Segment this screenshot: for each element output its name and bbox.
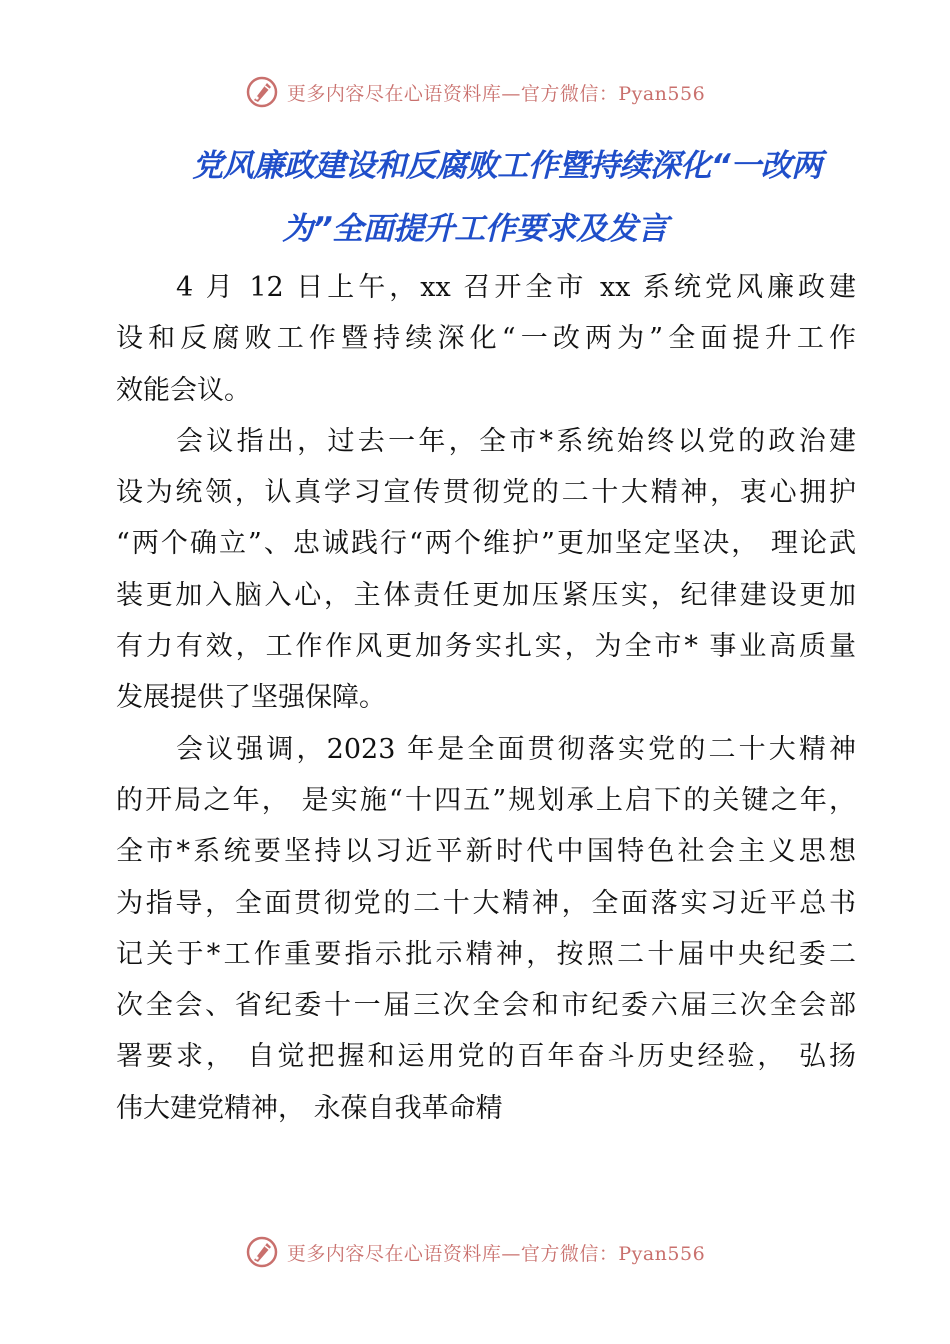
paragraph-line: 会议指出，过去一年，全市*系统始终以党的政治建 (176, 425, 856, 457)
document-title-line-1: 党风廉政建设和反腐败工作暨持续深化“一改两 (192, 148, 822, 184)
watermark-text: 更多内容尽在心语资料库—官方微信：Pyan556 (286, 82, 706, 105)
paragraph-line: 有力有效，工作作风更加务实扎实，为全市* 事业高质量 (116, 631, 856, 663)
paragraph-line: 装更加入脑入心，主体责任更加压紧压实，纪律建设更加 (116, 579, 856, 611)
paragraph-line: 会议强调，2023 年是全面贯彻落实党的二十大精神 (176, 733, 856, 765)
paragraph-line: 发展提供了坚强保障。 (116, 682, 386, 714)
paragraph-line: 为指导，全面贯彻党的二十大精神，全面落实习近平总书 (116, 887, 856, 919)
watermark-text: 更多内容尽在心语资料库—官方微信：Pyan556 (286, 1242, 706, 1265)
watermark-footer (0, 1230, 950, 1274)
pen-nib-circle-logo-icon (245, 75, 279, 109)
paragraph-line: 设为统领，认真学习宣传贯彻党的二十大精神，衷心拥护 (116, 477, 856, 509)
paragraph-line: 伟大建党精神， 永葆自我革命精 (116, 1092, 503, 1124)
document-body (116, 262, 856, 1134)
paragraph-2 (116, 416, 856, 724)
paragraph-line: 效能会议。 (116, 374, 251, 406)
paragraph-line: 署要求， 自觉把握和运用党的百年奋斗历史经验， 弘扬 (116, 1041, 856, 1073)
paragraph-line: 记关于*工作重要指示批示精神，按照二十届中央纪委二 (116, 938, 856, 970)
paragraph-line: 4 月 12 日上午，xx 召开全市 xx 系统党风廉政建 (176, 272, 856, 303)
watermark-header (0, 70, 950, 114)
paragraph-line: “两个确立”、忠诚践行“两个维护”更加坚定坚决， 理论武 (116, 528, 856, 560)
paragraph-line: 设和反腐败工作暨持续深化“一改两为”全面提升工作 (116, 323, 856, 355)
paragraph-line: 次全会、省纪委十一届三次全会和市纪委六届三次全会部 (116, 990, 856, 1022)
document-title-line-2: 为”全面提升工作要求及发言 (282, 211, 668, 247)
paragraph-line: 全市*系统要坚持以习近平新时代中国特色社会主义思想 (116, 836, 856, 868)
paragraph-line: 的开局之年， 是实施“十四五”规划承上启下的关键之年， (116, 784, 856, 816)
paragraph-3 (116, 724, 856, 1134)
paragraph-1 (116, 262, 856, 416)
pen-nib-circle-logo-icon (245, 1235, 279, 1269)
